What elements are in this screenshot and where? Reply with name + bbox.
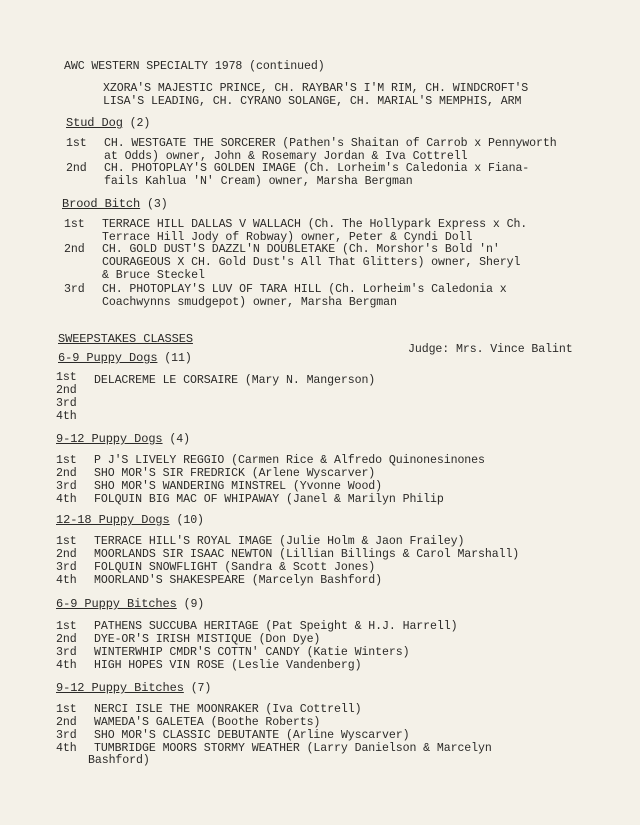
- entry-text: CH. GOLD DUST'S DAZZL'N DOUBLETAKE (Ch. Morshor's Bold 'n': [102, 243, 500, 256]
- entry-place: 2nd: [56, 384, 77, 397]
- entry-place: 1st: [66, 137, 87, 150]
- entry-place: 2nd: [56, 548, 77, 561]
- entry-place: 2nd: [66, 162, 87, 175]
- entry-place: 3rd: [56, 561, 77, 574]
- entry-text: NERCI ISLE THE MOONRAKER (Iva Cottrell): [94, 703, 362, 716]
- entry-text: CH. WESTGATE THE SORCERER (Pathen's Shaitan of Carrob x Pennyworth: [104, 137, 557, 150]
- entry-place: 1st: [56, 620, 77, 633]
- entry-text: P J'S LIVELY REGGIO (Carmen Rice & Alfredo Quinonesinones: [94, 454, 485, 467]
- entry-text: fails Kahlua 'N' Cream) owner, Marsha Bergman: [104, 175, 413, 188]
- entry-text: TERRACE HILL'S ROYAL IMAGE (Julie Holm & Jaon Frailey): [94, 535, 465, 548]
- page-header: AWC WESTERN SPECIALTY 1978 (continued): [64, 60, 325, 73]
- entry-text: FOLQUIN SNOWFLIGHT (Sandra & Scott Jones): [94, 561, 376, 574]
- entry-text: DELACREME LE CORSAIRE (Mary N. Mangerson): [94, 374, 376, 387]
- class-heading: 9-12 Puppy Bitches (7): [56, 681, 212, 695]
- entry-place: 1st: [64, 218, 85, 231]
- entry-text: COURAGEOUS X CH. Gold Dust's All That Glitters) owner, Sheryl: [102, 256, 521, 269]
- entry-place: 4th: [56, 659, 77, 672]
- entry-place: 3rd: [56, 646, 77, 659]
- entry-place: 4th: [56, 493, 77, 506]
- section-heading-brood-bitch: Brood Bitch (3): [62, 197, 168, 211]
- entry-place: 3rd: [56, 729, 77, 742]
- sweepstakes-heading: SWEEPSTAKES CLASSES: [58, 332, 193, 346]
- entry-text: TUMBRIDGE MOORS STORMY WEATHER (Larry Danielson & Marcelyn: [94, 742, 492, 755]
- entry-place: 1st: [56, 454, 77, 467]
- entry-text: & Bruce Steckel: [102, 269, 205, 282]
- entry-place: 1st: [56, 703, 77, 716]
- entry-text: PATHENS SUCCUBA HERITAGE (Pat Speight & H.J. Harrell): [94, 620, 458, 633]
- entry-place: 2nd: [56, 467, 77, 480]
- entry-place: 4th: [56, 742, 77, 755]
- entry-text: WINTERWHIP CMDR'S COTTN' CANDY (Katie Winters): [94, 646, 410, 659]
- entry-text: SHO MOR'S SIR FREDRICK (Arlene Wyscarver): [94, 467, 376, 480]
- entry-place: 1st: [56, 371, 77, 384]
- entry-text: MOORLANDS SIR ISAAC NEWTON (Lillian Billings & Carol Marshall): [94, 548, 520, 561]
- entry-place: 3rd: [56, 480, 77, 493]
- class-heading: 12-18 Puppy Dogs (10): [56, 513, 204, 527]
- section-heading-stud-dog: Stud Dog (2): [66, 116, 151, 130]
- intro-line: LISA'S LEADING, CH. CYRANO SOLANGE, CH. MARIAL'S MEMPHIS, ARM: [103, 95, 522, 108]
- entry-text: Bashford): [88, 754, 150, 767]
- intro-line: XZORA'S MAJESTIC PRINCE, CH. RAYBAR'S I'M RIM, CH. WINDCROFT'S: [103, 82, 529, 95]
- entry-place: 2nd: [56, 633, 77, 646]
- entry-place: 1st: [56, 535, 77, 548]
- entry-text: at Odds) owner, John & Rosemary Jordan & Iva Cottrell: [104, 150, 468, 163]
- entry-text: DYE-OR'S IRISH MISTIQUE (Don Dye): [94, 633, 321, 646]
- entry-place: 4th: [56, 410, 77, 423]
- entry-text: TERRACE HILL DALLAS V WALLACH (Ch. The Hollypark Express x Ch.: [102, 218, 528, 231]
- entry-text: SHO MOR'S CLASSIC DEBUTANTE (Arline Wyscarver): [94, 729, 410, 742]
- entry-text: Terrace Hill Jody of Robway) owner, Peter & Cyndi Doll: [102, 231, 473, 244]
- entry-text: Coachwynns smudgepot) owner, Marsha Bergman: [102, 296, 397, 309]
- class-heading: 9-12 Puppy Dogs (4): [56, 432, 190, 446]
- entry-text: WAMEDA'S GALETEA (Boothe Roberts): [94, 716, 321, 729]
- judge-line: Judge: Mrs. Vince Balint: [408, 343, 573, 356]
- class-heading: 6-9 Puppy Bitches (9): [56, 597, 205, 611]
- entry-text: SHO MOR'S WANDERING MINSTREL (Yvonne Wood): [94, 480, 383, 493]
- entry-place: 2nd: [64, 243, 85, 256]
- class-heading: 6-9 Puppy Dogs (11): [58, 351, 192, 365]
- entry-place: 3rd: [64, 283, 85, 296]
- entry-text: FOLQUIN BIG MAC OF WHIPAWAY (Janel & Marilyn Philip: [94, 493, 444, 506]
- entry-text: CH. PHOTOPLAY'S LUV OF TARA HILL (Ch. Lorheim's Caledonia x: [102, 283, 507, 296]
- entry-text: MOORLAND'S SHAKESPEARE (Marcelyn Bashford): [94, 574, 383, 587]
- entry-place: 2nd: [56, 716, 77, 729]
- entry-text: CH. PHOTOPLAY'S GOLDEN IMAGE (Ch. Lorheim's Caledonia x Fiana-: [104, 162, 530, 175]
- entry-place: 3rd: [56, 397, 77, 410]
- entry-text: HIGH HOPES VIN ROSE (Leslie Vandenberg): [94, 659, 362, 672]
- entry-place: 4th: [56, 574, 77, 587]
